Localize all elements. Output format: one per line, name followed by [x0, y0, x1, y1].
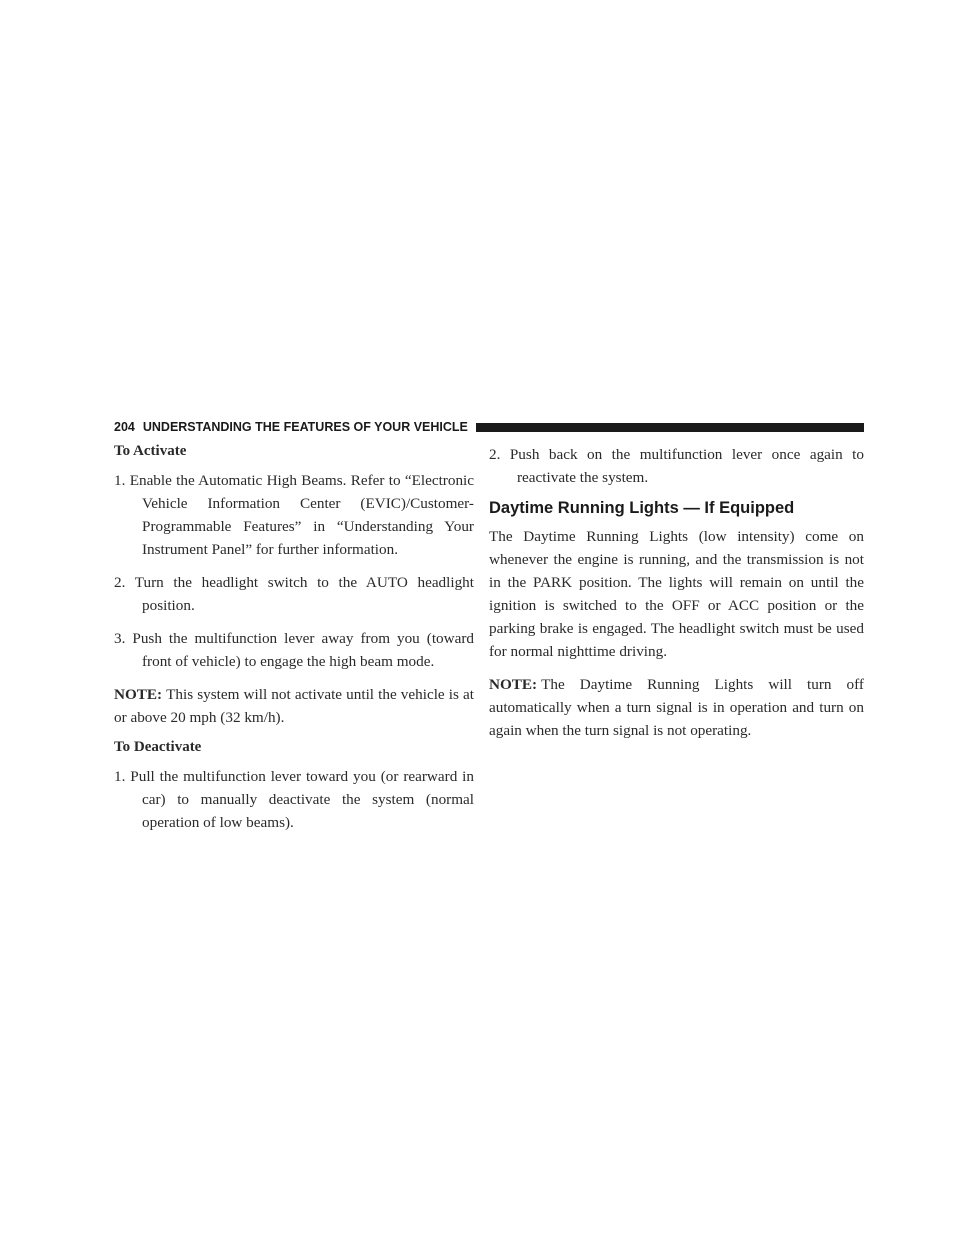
drl-heading: Daytime Running Lights — If Equipped: [489, 499, 795, 517]
note-text: This system will not activate until the vehicle is at or above 20 mph (32 km/h).: [114, 686, 474, 726]
right-column: [489, 443, 864, 752]
deactivate-step-1: 1. Pull the multifunction lever toward you (or rearward in car) to manually deactivate the system (normal operation of low beams).: [114, 768, 474, 831]
activate-step-3: 3. Push the multifunction lever away from you (toward front of vehicle) to engage the high beam mode.: [114, 630, 474, 670]
note-label: NOTE:: [114, 686, 163, 703]
drl-paragraph: The Daytime Running Lights (low intensity) come on whenever the engine is running, and the transmission is not in the PARK position. The lights will remain on until the ignition is switched to the OFF or ACC position or the parking brake is engaged. The headlight switch must be used for normal nighttime driving.: [489, 528, 864, 660]
note-paragraph: [114, 683, 474, 729]
activate-step-1: 1. Enable the Automatic High Beams. Refer to “Electronic Vehicle Information Center (EVIC)/Customer-Programmable Features” in “Understanding Your Instrument Panel” for further information.: [114, 472, 474, 558]
page-number: 204: [114, 420, 135, 434]
drl-note-paragraph: [489, 673, 864, 742]
deactivate-heading: To Deactivate: [114, 739, 202, 755]
header-rule: [476, 423, 864, 432]
section-title: UNDERSTANDING THE FEATURES OF YOUR VEHICLE: [142, 420, 468, 434]
drl-note-text: The Daytime Running Lights will turn off automatically when a turn signal is in operation and turn on again when the turn signal is not operating.: [489, 676, 864, 739]
drl-note-label: NOTE:: [489, 676, 538, 693]
deactivate-step-2: 2. Push back on the multifunction lever once again to reactivate the system.: [489, 446, 864, 486]
activate-heading: To Activate: [114, 443, 187, 459]
activate-step-2: 2. Turn the headlight switch to the AUTO headlight position.: [114, 574, 474, 614]
left-column: [114, 443, 474, 844]
page-header: [114, 417, 864, 437]
